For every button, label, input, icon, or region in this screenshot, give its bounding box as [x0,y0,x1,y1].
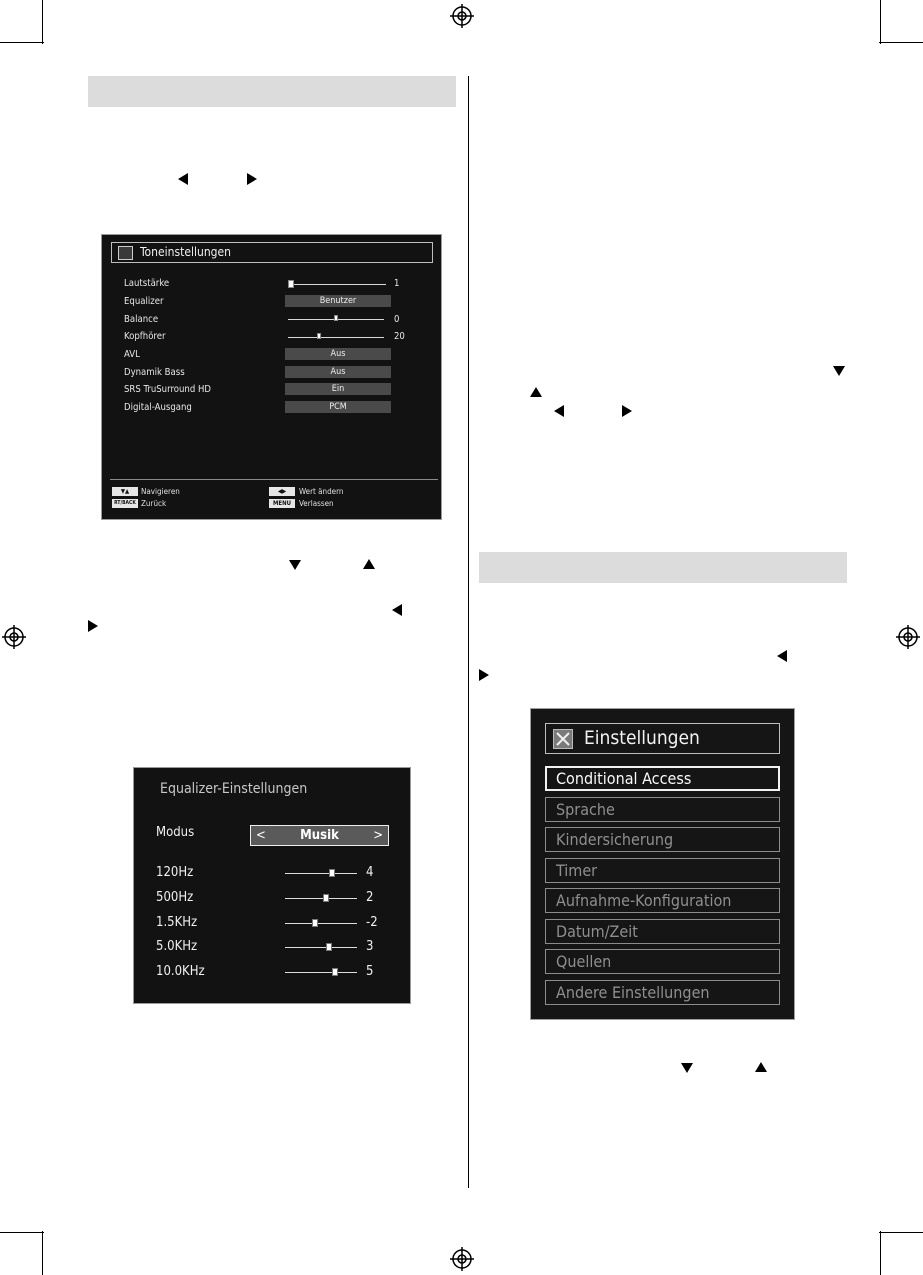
footer-navigate: Navigieren [141,487,180,496]
registration-mark-icon [450,4,474,28]
band-label: 120Hz [156,865,194,880]
menu-item-date-time[interactable]: Datum/Zeit [545,919,780,944]
registration-mark-icon [896,625,920,649]
arrow-left-icon [392,604,402,616]
band-slider-track[interactable] [285,972,357,973]
mode-label: Modus [156,825,195,840]
chevron-right-icon[interactable]: > [373,828,383,843]
band-slider-knob[interactable] [323,894,329,902]
arrow-left-icon [178,173,188,185]
menu-label-avl[interactable]: AVL [124,349,140,360]
panel-title: Equalizer-Einstellungen [160,781,308,797]
band-value: 2 [366,890,374,905]
band-label: 10.0KHz [156,964,205,979]
arrow-down-icon [289,560,301,570]
band-value: 4 [366,865,374,880]
band-slider-track[interactable] [285,947,357,948]
arrow-up-icon [755,1062,767,1072]
mode-selector[interactable] [250,825,389,846]
arrow-up-icon [530,387,542,397]
arrow-left-icon [777,650,787,662]
panel-title: Einstellungen [584,727,700,749]
menu-label-digital-out[interactable]: Digital-Ausgang [124,402,192,413]
arrow-down-up-key-icon: ▼▲ [112,487,138,496]
back-key-icon: RT/BACK [112,499,138,508]
digital-out-value-box[interactable]: PCM [285,401,391,413]
band-value: -2 [366,915,378,930]
menu-label-balance[interactable]: Balance [124,314,159,325]
footer-divider [110,479,438,480]
menu-label-equalizer[interactable]: Equalizer [124,296,164,307]
dynamic-bass-value-box[interactable]: Aus [285,366,391,378]
arrow-down-icon [833,366,845,376]
headphone-slider-track[interactable] [288,337,384,338]
band-slider-track[interactable] [285,873,357,874]
menu-label-volume[interactable]: Lautstärke [124,278,170,289]
section-header-right [479,552,847,583]
band-value: 3 [366,939,374,954]
crop-mark [0,42,44,43]
band-slider-knob[interactable] [326,943,332,951]
arrow-up-icon [363,559,375,569]
arrow-right-icon [88,620,98,632]
arrow-left-icon [554,405,564,417]
panel-title-bar [111,242,433,263]
footer-back: Zurück [141,499,167,508]
menu-label-srs[interactable]: SRS TruSurround HD [124,384,211,395]
band-label: 5.0KHz [156,939,198,954]
menu-item-parental-control[interactable]: Kindersicherung [545,827,780,852]
band-value: 5 [366,964,374,979]
equalizer-value-box[interactable]: Benutzer [285,295,391,307]
crop-mark [42,1231,43,1275]
menu-item-other-settings[interactable]: Andere Einstellungen [545,980,780,1005]
arrow-right-icon [622,405,632,417]
registration-mark-icon [450,1247,474,1271]
balance-value: 0 [394,314,400,325]
registration-mark-icon [2,625,26,649]
crop-mark [879,42,923,43]
volume-value: 1 [394,278,400,289]
mode-value: Musik [300,828,339,843]
crop-mark [879,1232,923,1233]
arrow-left-right-key-icon: ◀▶ [269,487,295,496]
tools-icon [553,729,573,749]
menu-item-timer[interactable]: Timer [545,858,780,883]
band-label: 500Hz [156,890,194,905]
panel-title-bar [545,723,780,754]
menu-item-language[interactable]: Sprache [545,797,780,822]
band-slider-knob[interactable] [329,869,335,877]
crop-mark [42,0,43,44]
avl-value-box[interactable]: Aus [285,348,391,360]
footer-change-value: Wert ändern [299,487,344,496]
srs-value-box[interactable]: Ein [285,383,391,395]
equalizer-panel [133,767,411,1004]
volume-slider-knob[interactable] [288,280,294,288]
menu-item-recording-config[interactable]: Aufnahme-Konfiguration [545,888,780,913]
menu-item-sources[interactable]: Quellen [545,949,780,974]
footer-exit: Verlassen [299,499,334,508]
section-header-left [88,76,456,107]
band-slider-knob[interactable] [312,919,318,927]
menu-key-icon: MENU [269,499,295,508]
crop-mark [880,0,881,44]
menu-label-dynamic-bass[interactable]: Dynamik Bass [124,367,185,378]
arrow-right-icon [479,669,489,681]
menu-item-conditional-access[interactable]: Conditional Access [545,766,780,791]
headphone-value: 20 [394,331,405,342]
sound-settings-panel [101,234,442,520]
crop-mark [880,1231,881,1275]
band-slider-knob[interactable] [332,968,338,976]
settings-panel [530,708,795,1020]
balance-slider-knob[interactable] [334,315,338,321]
chevron-left-icon[interactable]: < [256,828,266,843]
panel-title: Toneinstellungen [140,245,232,259]
arrow-down-icon [681,1063,693,1073]
menu-label-headphone[interactable]: Kopfhörer [124,331,166,342]
band-label: 1.5KHz [156,915,198,930]
crop-mark [0,1232,44,1233]
column-divider [468,76,469,1188]
band-slider-track[interactable] [285,923,357,924]
band-slider-track[interactable] [285,898,357,899]
arrow-right-icon [247,173,257,185]
volume-slider-track[interactable] [290,284,386,285]
sound-icon [118,246,133,260]
headphone-slider-knob[interactable] [317,333,321,339]
